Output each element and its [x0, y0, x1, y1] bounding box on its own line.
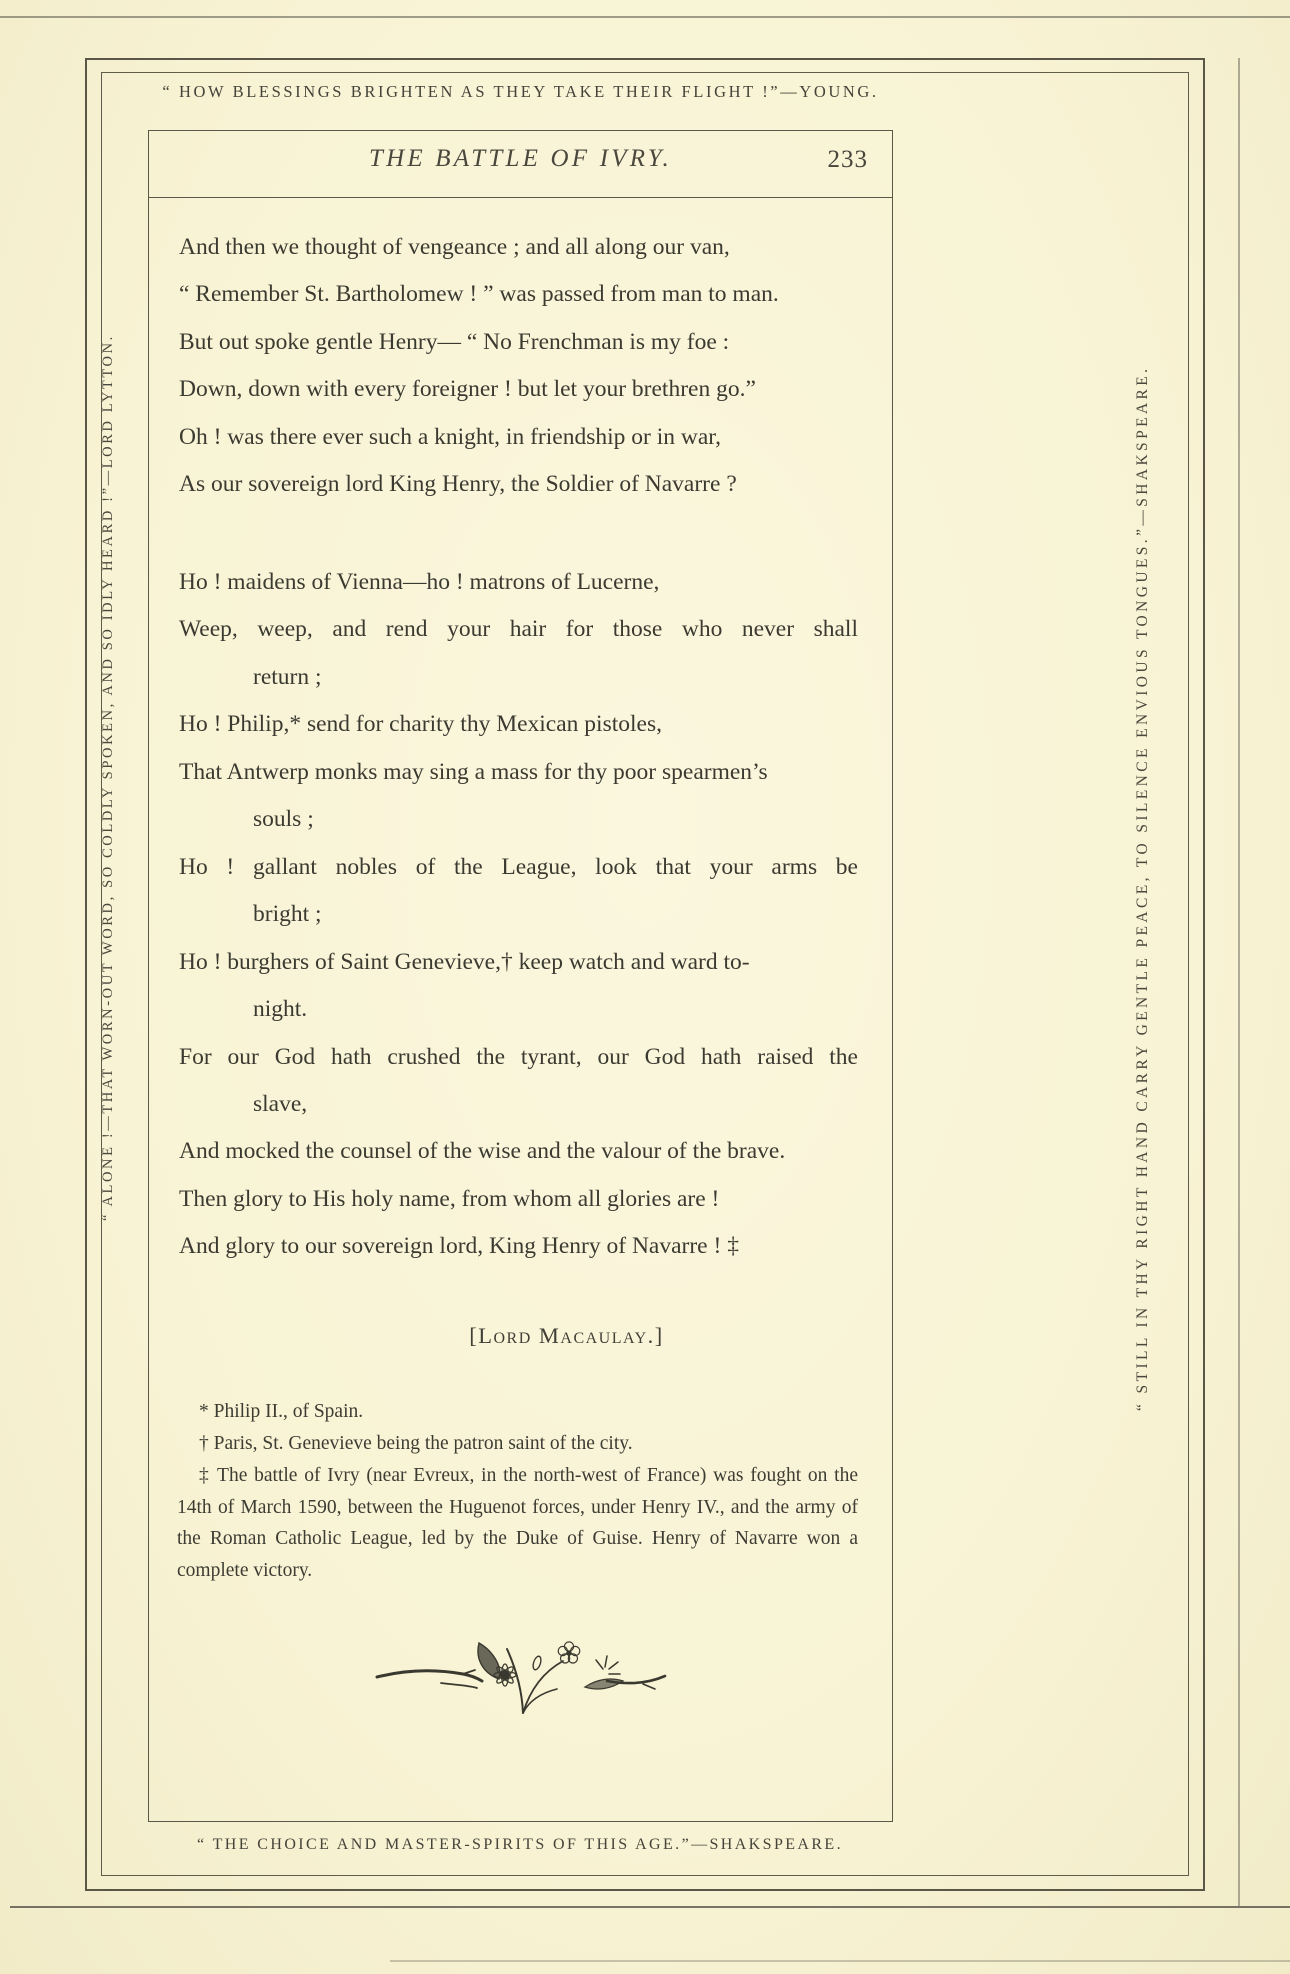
top-page-edge-line [0, 16, 1290, 18]
author-attribution: [Lord Macaulay.] [469, 1322, 664, 1348]
page-title: THE BATTLE OF IVRY. [369, 145, 672, 172]
poem-line: But out spoke gentle Henry— “ No Frenchman is my foe : [179, 328, 730, 355]
title-divider [149, 197, 892, 198]
poem-line-carry: night. [253, 996, 308, 1023]
poem-line: Ho ! gallant nobles of the League, look that your arms be [179, 853, 858, 880]
poem-line: And glory to our sovereign lord, King Henry of Navarre ! ‡ [179, 1233, 739, 1260]
poem-line: Ho ! maidens of Vienna—ho ! matrons of Lucerne, [179, 568, 660, 595]
poem-body [179, 224, 858, 1358]
poem-line: Weep, weep, and rend your hair for those who never shall [179, 616, 858, 643]
header-quote: “ HOW BLESSINGS BRIGHTEN AS THEY TAKE THEIR FLIGHT !”—YOUNG. [162, 82, 879, 101]
poem-line: Oh ! was there ever such a knight, in friendship or in war, [179, 423, 722, 450]
poem-line: Ho ! Philip,* send for charity thy Mexican pistoles, [179, 711, 662, 738]
poem-line: As our sovereign lord King Henry, the Soldier of Navarre ? [179, 471, 737, 498]
poem-stanza-1 [179, 224, 858, 509]
poem-line: Then glory to His holy name, from whom all glories are ! [179, 1185, 720, 1212]
poem-line: “ Remember St. Bartholomew ! ” was passed from man to man. [179, 281, 779, 308]
bottom-page-edge-line-2 [390, 1960, 1290, 1962]
title-row [149, 145, 892, 185]
poem-stanza-2 [179, 559, 858, 1271]
page-number: 233 [827, 146, 868, 173]
poem-line: Ho ! burghers of Saint Genevieve,† keep watch and ward to- [179, 948, 750, 975]
poem-line-carry: slave, [253, 1090, 308, 1117]
poem-line-carry: bright ; [253, 901, 322, 928]
left-margin-quote: “ ALONE !—THAT WORN-OUT WORD, SO COLDLY SPOKEN, AND SO IDLY HEARD !”—LORD LYTTON. [100, 334, 116, 1221]
poem-line: For our God hath crushed the tyrant, our God hath raised the [179, 1043, 858, 1070]
footnote-asterisk: * Philip II., of Spain. [199, 1401, 364, 1423]
right-page-edge-line [1238, 58, 1240, 1906]
footnote-double-dagger: ‡ The battle of Ivry (near Evreux, in the north-west of France) was fought on the 14th of March 1590, between the Huguenot forces, under Henry IV., and the army of the Roman Catholic League, led by the Duke of Guise. Henry of Navarre won a complete victory. [177, 1464, 858, 1582]
footnotes [177, 1396, 858, 1587]
floral-sprig-ornament [149, 1617, 892, 1726]
footer-quote: “ THE CHOICE AND MASTER-SPIRITS OF THIS AGE.”—SHAKSPEARE. [196, 1836, 844, 1853]
poem-line: That Antwerp monks may sing a mass for thy poor spearmen’s [179, 758, 768, 785]
poem-line: And mocked the counsel of the wise and the valour of the brave. [179, 1138, 786, 1165]
right-margin-quote: “ STILL IN THY RIGHT HAND CARRY GENTLE PEACE, TO SILENCE ENVIOUS TONGUES.”—SHAKSPEARE. [1134, 365, 1151, 1411]
footnote-dagger: † Paris, St. Genevieve being the patron saint of the city. [199, 1433, 633, 1455]
poem-line: Down, down with every foreigner ! but let your brethren go.” [179, 376, 756, 403]
poem-line-carry: return ; [253, 663, 322, 690]
poem-line-carry: souls ; [253, 806, 314, 833]
bottom-page-edge-line [10, 1906, 1290, 1908]
poem-line: And then we thought of vengeance ; and all along our van, [179, 234, 730, 260]
content-panel [148, 130, 893, 1822]
